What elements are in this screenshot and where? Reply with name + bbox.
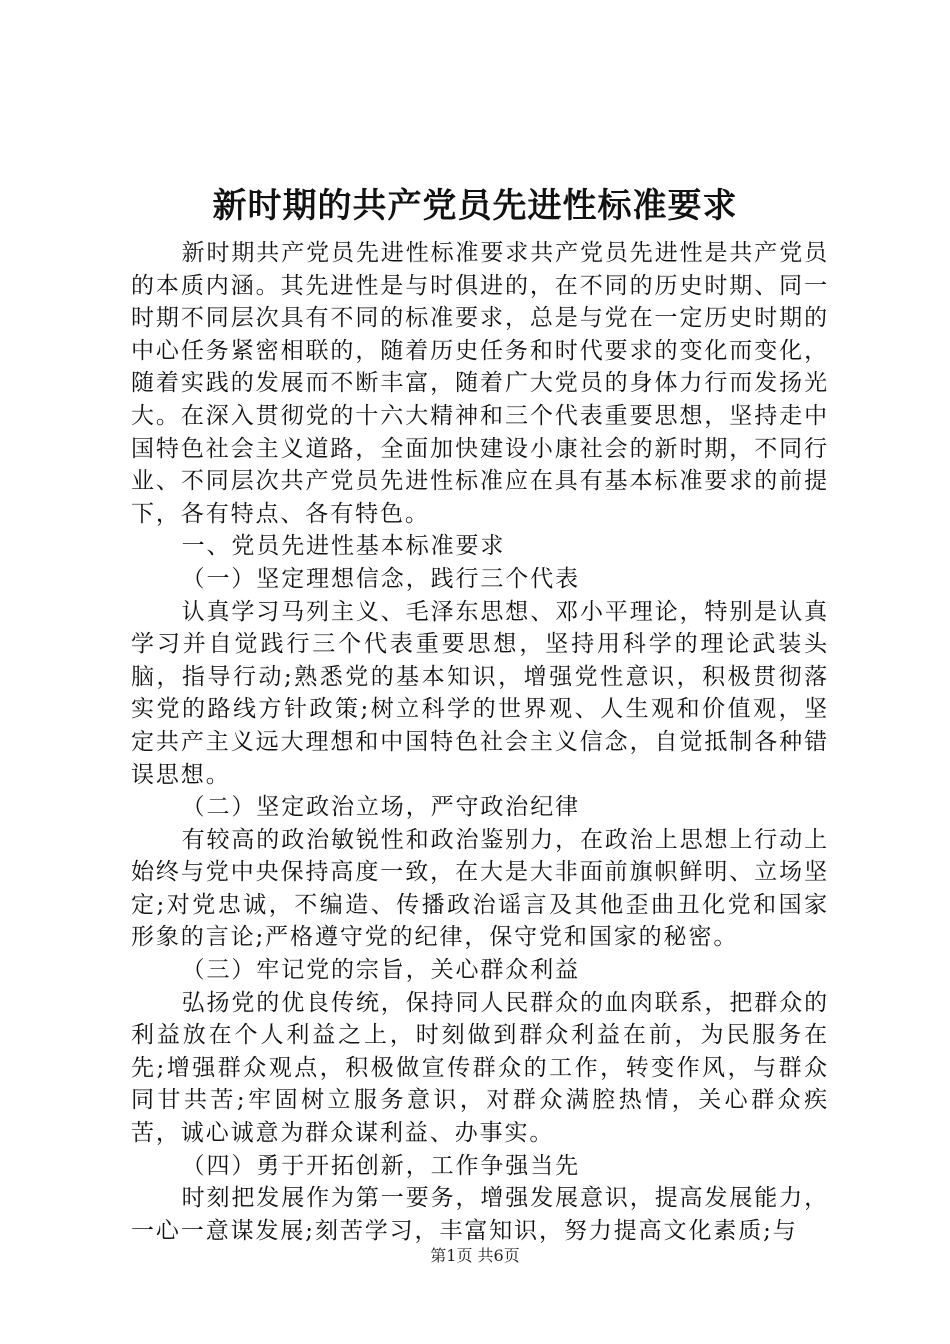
subsection-heading: （二）坚定政治立场，严守政治纪律 [181,794,580,821]
section-heading: 一、党员先进性基本标准要求 [181,533,506,560]
body-paragraph: 时刻把发展作为第一要务，增强发展意识，提高发展能力，一心一意谋发展;刻苦学习，丰富知识，努力提高文化素质;与 [131,1185,829,1244]
subsection-heading: （一）坚定理想信念，践行三个代表 [181,565,580,592]
body-paragraph: 弘扬党的优良传统，保持同人民群众的血肉联系，把群众的利益放在个人利益之上，时刻做到群众利益在前，为民服务在先;增强群众观点，积极做宣传群众的工作，转变作风，与群众同甘共苦;牢固树立服务意识，对群众满腔热情，关心群众疾苦，诚心诚意为群众谋利益、办事实。 [131,989,829,1147]
page-number-footer: 第1页 共6页 [430,1246,520,1265]
body-paragraph: 认真学习马列主义、毛泽东思想、邓小平理论，特别是认真学习并自觉践行三个代表重要思想，坚持用科学的理论武装头脑，指导行动;熟悉党的基本知识，增强党性意识，积极贯彻落实党的路线方针政策;树立科学的世界观、人生观和价值观，坚定共产主义远大理想和中国特色社会主义信念，自觉抵制各种错误思想。 [131,598,829,788]
subsection-heading: （四）勇于开拓创新，工作争强当先 [181,1152,580,1179]
document-body [131,237,829,1247]
intro-paragraph: 新时期共产党员先进性标准要求共产党员先进性是共产党员的本质内涵。其先进性是与时俱进的，在不同的历史时期、同一时期不同层次具有不同的标准要求，总是与党在一定历史时期的中心任务紧密相联的，随着历史任务和时代要求的变化而变化，随着实践的发展而不断丰富，随着广大党员的身体力行而发扬光大。在深入贯彻党的十六大精神和三个代表重要思想，坚持走中国特色社会主义道路，全面加快建设小康社会的新时期，不同行业、不同层次共产党员先进性标准应在具有基本标准要求的前提下，各有特点、各有特色。 [131,240,829,527]
body-paragraph: 有较高的政治敏锐性和政治鉴别力，在政治上思想上行动上始终与党中央保持高度一致，在大是大非面前旗帜鲜明、立场坚定;对党忠诚，不编造、传播政治谣言及其他歪曲丑化党和国家形象的言论;严格遵守党的纪律，保守党和国家的秘密。 [131,826,829,951]
document-title: 新时期的共产党员先进性标准要求 [212,186,738,226]
subsection-heading: （三）牢记党的宗旨，关心群众利益 [181,957,580,984]
